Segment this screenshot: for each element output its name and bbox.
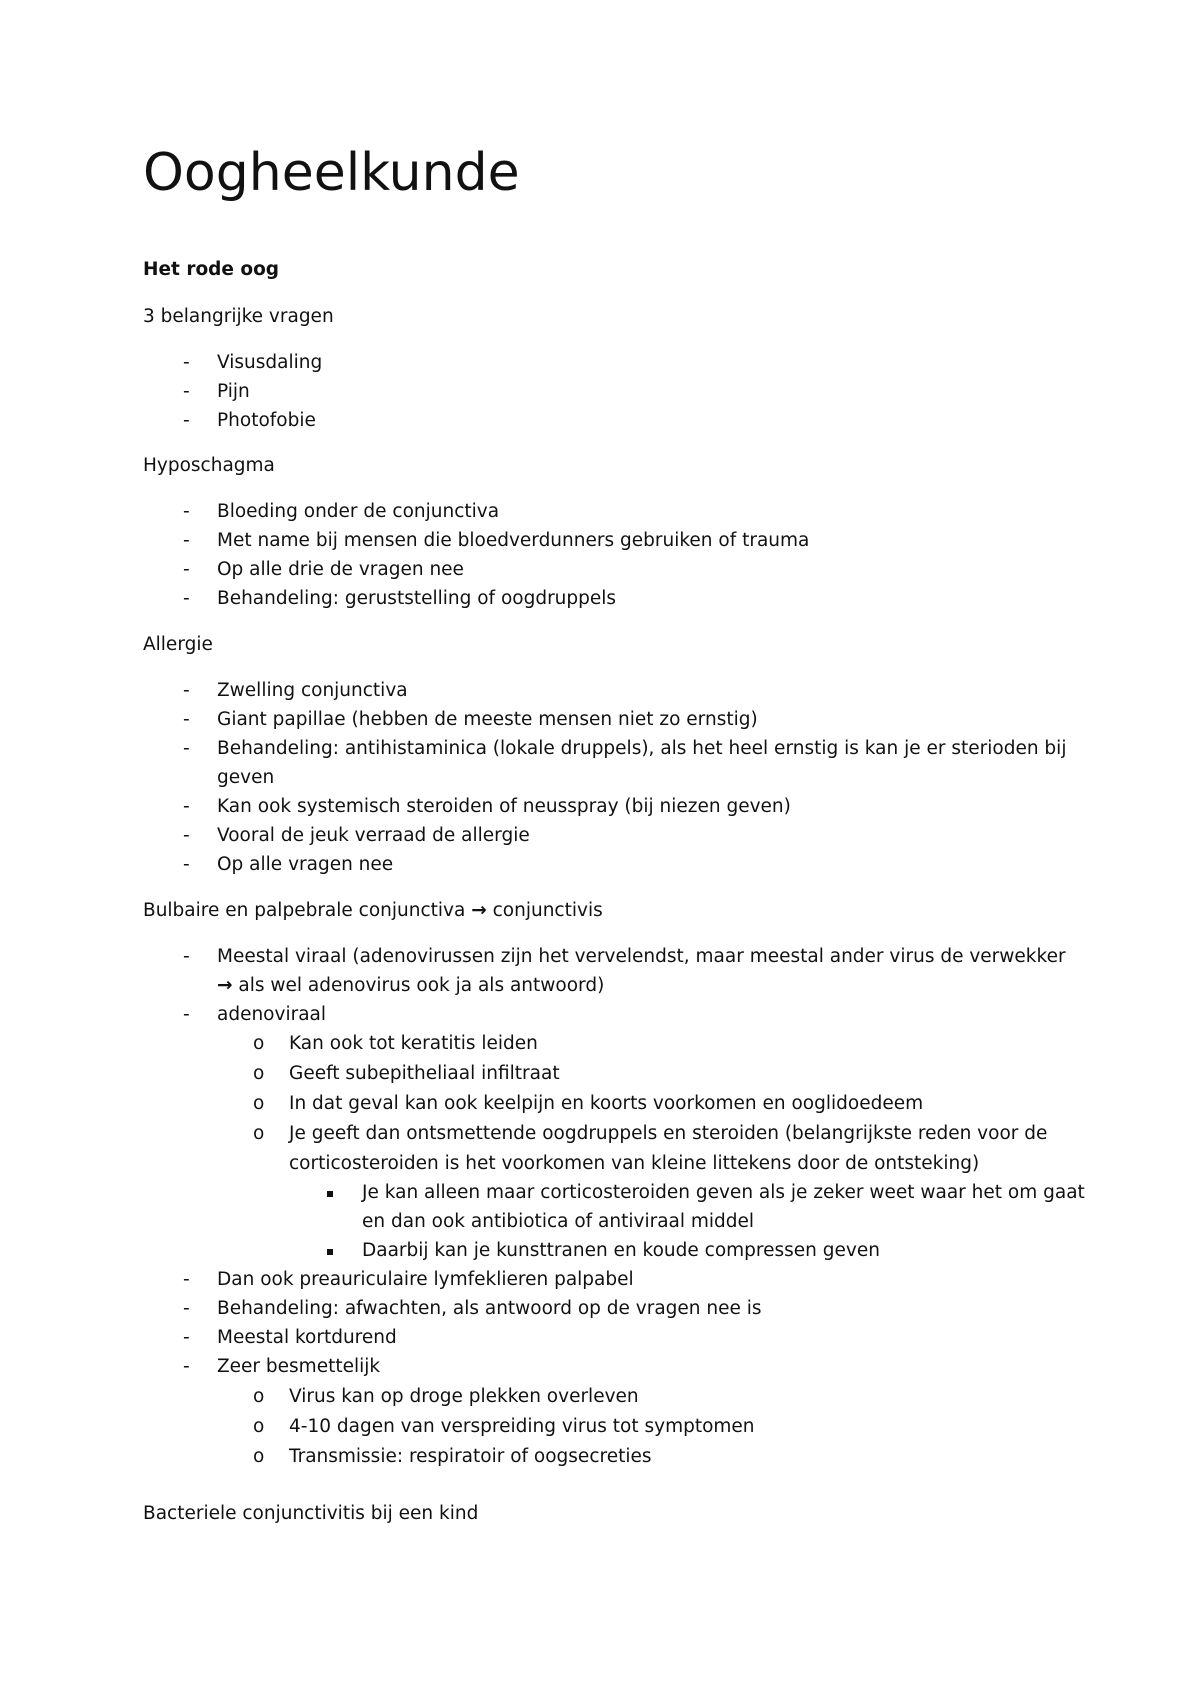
list-dash: -: [183, 854, 190, 875]
list-item: Zeer besmettelijk: [217, 1356, 381, 1377]
arrow-right-icon: →: [217, 975, 233, 996]
section-heading-conjunctivis: [143, 898, 603, 924]
list-circle: o: [253, 1033, 265, 1054]
section-heading-rode-oog: Het rode oog: [143, 259, 280, 280]
list-item-text: als wel adenovirus ook ja als antwoord): [238, 975, 605, 996]
list-dash: -: [183, 1327, 190, 1348]
list-item: Meestal kortdurend: [217, 1327, 397, 1348]
sub-list-item: 4-10 dagen van verspreiding virus tot symptomen: [289, 1416, 755, 1437]
list-item: Pijn: [217, 381, 250, 402]
list-dash: -: [183, 530, 190, 551]
list-dash: -: [183, 946, 190, 967]
sub-sub-list-item: Daarbij kan je kunsttranen en koude compressen geven: [362, 1240, 880, 1261]
list-item: Dan ook preauriculaire lymfeklieren palpabel: [217, 1269, 634, 1290]
sub-list-item: In dat geval kan ook keelpijn en koorts voorkomen en ooglidoedeem: [289, 1093, 924, 1114]
list-dash: -: [183, 825, 190, 846]
list-item-continuation: geven: [217, 767, 275, 788]
sub-list-item: Virus kan op droge plekken overleven: [289, 1386, 639, 1407]
list-item-continuation: [217, 973, 604, 999]
list-dash: -: [183, 501, 190, 522]
heading-text: conjunctivis: [492, 900, 603, 921]
list-dash: -: [183, 1269, 190, 1290]
sub-sub-list-item-continuation: en dan ook antibiotica of antiviraal middel: [362, 1211, 755, 1232]
list-dash: -: [183, 352, 190, 373]
list-item: Kan ook systemisch steroiden of neusspray (bij niezen geven): [217, 796, 791, 817]
list-dash: -: [183, 796, 190, 817]
sub-list-item: Kan ook tot keratitis leiden: [289, 1033, 538, 1054]
list-dash: -: [183, 709, 190, 730]
section-intro: 3 belangrijke vragen: [143, 306, 334, 327]
list-item: Met name bij mensen die bloedverdunners gebruiken of trauma: [217, 530, 810, 551]
list-dash: -: [183, 1356, 190, 1377]
list-circle: o: [253, 1386, 265, 1407]
list-circle: o: [253, 1123, 265, 1144]
list-dash: -: [183, 1298, 190, 1319]
sub-sub-list-item: Je kan alleen maar corticosteroiden geven als je zeker weet waar het om gaat: [362, 1182, 1085, 1203]
arrow-right-icon: →: [471, 900, 487, 921]
list-item: Op alle vragen nee: [217, 854, 394, 875]
list-dash: -: [183, 588, 190, 609]
list-dash: -: [183, 680, 190, 701]
list-item: Visusdaling: [217, 352, 323, 373]
list-circle: o: [253, 1093, 265, 1114]
list-circle: o: [253, 1446, 265, 1467]
section-heading-hyposchagma: Hyposchagma: [143, 455, 275, 476]
sub-list-item: Geeft subepitheliaal infiltraat: [289, 1063, 560, 1084]
list-dash: -: [183, 410, 190, 431]
section-heading-bacteriele: Bacteriele conjunctivitis bij een kind: [143, 1503, 479, 1524]
sub-list-item: Je geeft dan ontsmettende oogdruppels en steroiden (belangrijkste reden voor de: [289, 1123, 1048, 1144]
heading-text: Bulbaire en palpebrale conjunctiva: [143, 900, 466, 921]
list-item: Photofobie: [217, 410, 316, 431]
section-heading-allergie: Allergie: [143, 634, 213, 655]
sub-list-item-continuation: corticosteroiden is het voorkomen van kleine littekens door de ontsteking): [289, 1153, 980, 1174]
list-item: Bloeding onder de conjunctiva: [217, 501, 500, 522]
list-circle: o: [253, 1063, 265, 1084]
list-item: Giant papillae (hebben de meeste mensen niet zo ernstig): [217, 709, 758, 730]
list-square-bullet: [327, 1191, 333, 1197]
list-circle: o: [253, 1416, 265, 1437]
list-item: Op alle drie de vragen nee: [217, 559, 464, 580]
sub-list-item: Transmissie: respiratoir of oogsecreties: [289, 1446, 652, 1467]
document-title: Oogheelkunde: [143, 143, 520, 203]
list-dash: -: [183, 738, 190, 759]
list-dash: -: [183, 559, 190, 580]
list-square-bullet: [327, 1249, 333, 1255]
list-item: Meestal viraal (adenovirussen zijn het vervelendst, maar meestal ander virus de verwekker: [217, 946, 1066, 967]
list-dash: -: [183, 1004, 190, 1025]
list-item: Behandeling: geruststelling of oogdruppels: [217, 588, 617, 609]
list-item: Behandeling: antihistaminica (lokale druppels), als het heel ernstig is kan je er sterioden bij: [217, 738, 1067, 759]
list-item: Vooral de jeuk verraad de allergie: [217, 825, 530, 846]
list-dash: -: [183, 381, 190, 402]
list-item: Behandeling: afwachten, als antwoord op de vragen nee is: [217, 1298, 762, 1319]
list-item: adenoviraal: [217, 1004, 327, 1025]
list-item: Zwelling conjunctiva: [217, 680, 408, 701]
